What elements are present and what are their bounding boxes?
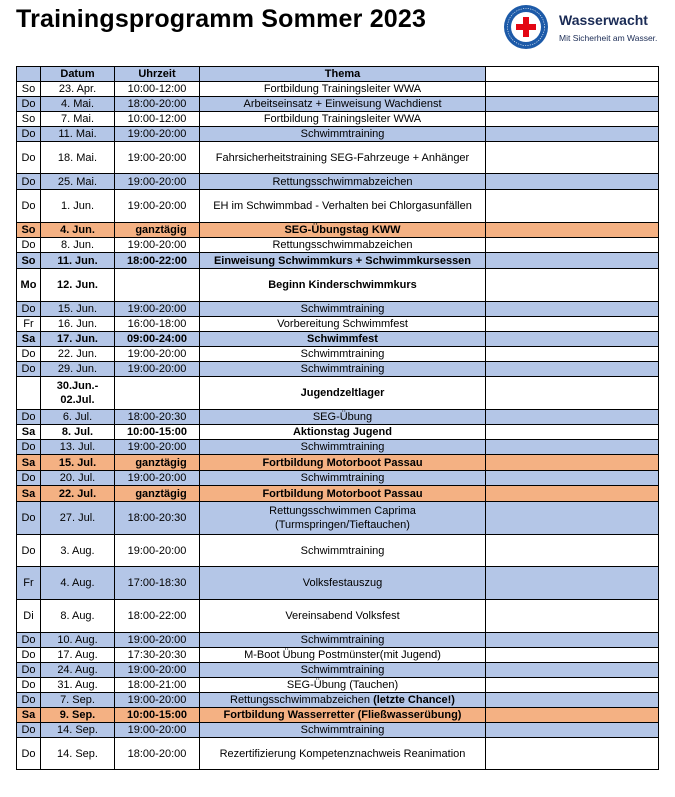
- extra-cell: [486, 502, 659, 535]
- table-row: [17, 693, 659, 708]
- time-cell: 17:00-18:30: [115, 567, 200, 600]
- date-cell: 1. Jun.: [41, 190, 115, 223]
- topic-cell: Fortbildung Trainingsleiter WWA: [200, 82, 486, 97]
- time-cell: 10:00-12:00: [115, 82, 200, 97]
- extra-cell: [486, 633, 659, 648]
- time-cell: [115, 269, 200, 302]
- time-cell: 19:00-20:00: [115, 174, 200, 190]
- date-cell: 27. Jul.: [41, 502, 115, 535]
- table-row: [17, 723, 659, 738]
- time-cell: 18:00-22:00: [115, 600, 200, 633]
- header-time: Uhrzeit: [115, 67, 200, 82]
- date-cell: 18. Mai.: [41, 142, 115, 174]
- extra-cell: [486, 471, 659, 486]
- table-row: [17, 567, 659, 600]
- extra-cell: [486, 174, 659, 190]
- date-cell: 16. Jun.: [41, 317, 115, 332]
- time-cell: 19:00-20:00: [115, 302, 200, 317]
- table-row: [17, 317, 659, 332]
- day-cell: Fr: [17, 317, 41, 332]
- extra-cell: [486, 142, 659, 174]
- day-cell: So: [17, 223, 41, 238]
- wasserwacht-emblem-icon: [503, 4, 549, 50]
- extra-cell: [486, 440, 659, 455]
- time-cell: 19:00-20:00: [115, 347, 200, 362]
- topic-cell: Rettungsschwimmabzeichen: [200, 174, 486, 190]
- topic-cell: Schwimmfest: [200, 332, 486, 347]
- header-date: Datum: [41, 67, 115, 82]
- extra-cell: [486, 600, 659, 633]
- date-cell: 13. Jul.: [41, 440, 115, 455]
- day-cell: Sa: [17, 486, 41, 502]
- extra-cell: [486, 362, 659, 377]
- extra-cell: [486, 663, 659, 678]
- extra-cell: [486, 253, 659, 269]
- table-row: [17, 535, 659, 567]
- time-cell: 18:00-20:30: [115, 410, 200, 425]
- day-cell: Do: [17, 362, 41, 377]
- extra-cell: [486, 190, 659, 223]
- time-cell: 18:00-21:00: [115, 678, 200, 693]
- topic-cell: Rettungsschwimmabzeichen: [200, 238, 486, 253]
- time-cell: 19:00-20:00: [115, 362, 200, 377]
- date-cell: 8. Jul.: [41, 425, 115, 440]
- extra-cell: [486, 723, 659, 738]
- date-cell: 31. Aug.: [41, 678, 115, 693]
- table-row: [17, 332, 659, 347]
- day-cell: Sa: [17, 332, 41, 347]
- day-cell: Sa: [17, 708, 41, 723]
- topic-cell: Vereinsabend Volksfest: [200, 600, 486, 633]
- topic-cell: Fortbildung Trainingsleiter WWA: [200, 112, 486, 127]
- day-cell: Do: [17, 127, 41, 142]
- date-cell: 14. Sep.: [41, 723, 115, 738]
- day-cell: Do: [17, 410, 41, 425]
- date-cell: 8. Jun.: [41, 238, 115, 253]
- day-cell: Do: [17, 693, 41, 708]
- day-cell: Do: [17, 738, 41, 770]
- table-row: [17, 302, 659, 317]
- time-cell: 19:00-20:00: [115, 190, 200, 223]
- topic-cell: Schwimmtraining: [200, 723, 486, 738]
- date-cell: 14. Sep.: [41, 738, 115, 770]
- table-row: [17, 377, 659, 410]
- date-cell: 8. Aug.: [41, 600, 115, 633]
- table-row: [17, 600, 659, 633]
- topic-bold-suffix: (letzte Chance!): [370, 694, 455, 706]
- table-row: [17, 269, 659, 302]
- date-cell: 11. Jun.: [41, 253, 115, 269]
- topic-cell: Beginn Kinderschwimmkurs: [200, 269, 486, 302]
- date-cell: 22. Jun.: [41, 347, 115, 362]
- date-cell: 22. Jul.: [41, 486, 115, 502]
- day-cell: So: [17, 253, 41, 269]
- topic-cell: Schwimmtraining: [200, 302, 486, 317]
- date-cell: 24. Aug.: [41, 663, 115, 678]
- extra-cell: [486, 678, 659, 693]
- time-cell: 19:00-20:00: [115, 238, 200, 253]
- time-cell: 18:00-20:30: [115, 502, 200, 535]
- date-cell: 15. Jul.: [41, 455, 115, 471]
- table-row: [17, 190, 659, 223]
- time-cell: 19:00-20:00: [115, 440, 200, 455]
- time-cell: 09:00-24:00: [115, 332, 200, 347]
- time-cell: 10:00-15:00: [115, 708, 200, 723]
- topic-cell: Einweisung Schwimmkurs + Schwimmkursessen: [200, 253, 486, 269]
- table-row: [17, 127, 659, 142]
- topic-cell: Fortbildung Wasserretter (Fließwasserübung): [200, 708, 486, 723]
- day-cell: Do: [17, 663, 41, 678]
- extra-cell: [486, 693, 659, 708]
- date-cell: 12. Jun.: [41, 269, 115, 302]
- topic-cell: Schwimmtraining: [200, 347, 486, 362]
- table-row: [17, 253, 659, 269]
- table-row: [17, 486, 659, 502]
- logo-name: Wasserwacht: [559, 12, 648, 28]
- time-cell: 10:00-15:00: [115, 425, 200, 440]
- topic-cell: Schwimmtraining: [200, 535, 486, 567]
- date-cell: 29. Jun.: [41, 362, 115, 377]
- day-cell: Do: [17, 633, 41, 648]
- topic-cell: Schwimmtraining: [200, 127, 486, 142]
- wasserwacht-logo: [503, 4, 671, 52]
- topic-cell: Schwimmtraining: [200, 663, 486, 678]
- day-cell: Do: [17, 440, 41, 455]
- date-cell: 11. Mai.: [41, 127, 115, 142]
- day-cell: Do: [17, 678, 41, 693]
- extra-cell: [486, 708, 659, 723]
- date-cell: 4. Aug.: [41, 567, 115, 600]
- page-title: Trainingsprogramm Sommer 2023: [16, 5, 427, 33]
- table-row: [17, 82, 659, 97]
- day-cell: Sa: [17, 425, 41, 440]
- extra-cell: [486, 302, 659, 317]
- day-cell: Do: [17, 302, 41, 317]
- day-cell: Do: [17, 190, 41, 223]
- table-row: [17, 112, 659, 127]
- extra-cell: [486, 82, 659, 97]
- date-cell: 30.Jun.- 02.Jul.: [41, 377, 115, 410]
- topic-cell: Schwimmtraining: [200, 440, 486, 455]
- time-cell: 10:00-12:00: [115, 112, 200, 127]
- time-cell: 19:00-20:00: [115, 633, 200, 648]
- day-cell: Di: [17, 600, 41, 633]
- extra-cell: [486, 535, 659, 567]
- table-row: [17, 663, 659, 678]
- day-cell: Fr: [17, 567, 41, 600]
- date-cell: 17. Jun.: [41, 332, 115, 347]
- extra-cell: [486, 648, 659, 663]
- header-extra: [486, 67, 659, 82]
- date-cell: 9. Sep.: [41, 708, 115, 723]
- topic-cell: Schwimmtraining: [200, 471, 486, 486]
- schedule-body: [17, 82, 659, 770]
- extra-cell: [486, 112, 659, 127]
- extra-cell: [486, 332, 659, 347]
- table-row: [17, 633, 659, 648]
- time-cell: ganztägig: [115, 486, 200, 502]
- topic-cell: Arbeitseinsatz + Einweisung Wachdienst: [200, 97, 486, 112]
- extra-cell: [486, 486, 659, 502]
- header-topic: Thema: [200, 67, 486, 82]
- schedule-table: [16, 66, 659, 770]
- table-header-row: [17, 67, 659, 82]
- time-cell: ganztägig: [115, 455, 200, 471]
- topic-cell: Aktionstag Jugend: [200, 425, 486, 440]
- topic-cell: Schwimmtraining: [200, 362, 486, 377]
- extra-cell: [486, 269, 659, 302]
- day-cell: So: [17, 112, 41, 127]
- table-row: [17, 347, 659, 362]
- date-cell: 4. Mai.: [41, 97, 115, 112]
- time-cell: 18:00-20:00: [115, 97, 200, 112]
- extra-cell: [486, 127, 659, 142]
- day-cell: Do: [17, 648, 41, 663]
- day-cell: Do: [17, 502, 41, 535]
- date-cell: 25. Mai.: [41, 174, 115, 190]
- table-row: [17, 648, 659, 663]
- topic-cell: EH im Schwimmbad - Verhalten bei Chlorgasunfällen: [200, 190, 486, 223]
- extra-cell: [486, 97, 659, 112]
- table-row: [17, 678, 659, 693]
- topic-cell: SEG-Übungstag KWW: [200, 223, 486, 238]
- table-row: [17, 708, 659, 723]
- topic-cell: Jugendzeltlager: [200, 377, 486, 410]
- table-row: [17, 502, 659, 535]
- extra-cell: [486, 410, 659, 425]
- table-row: [17, 97, 659, 112]
- date-cell: 15. Jun.: [41, 302, 115, 317]
- date-cell: 4. Jun.: [41, 223, 115, 238]
- date-cell: 3. Aug.: [41, 535, 115, 567]
- time-cell: 19:00-20:00: [115, 663, 200, 678]
- extra-cell: [486, 223, 659, 238]
- topic-cell: Schwimmtraining: [200, 633, 486, 648]
- date-cell: 23. Apr.: [41, 82, 115, 97]
- date-cell: 10. Aug.: [41, 633, 115, 648]
- time-cell: 19:00-20:00: [115, 723, 200, 738]
- extra-cell: [486, 455, 659, 471]
- extra-cell: [486, 347, 659, 362]
- day-cell: Do: [17, 347, 41, 362]
- topic-cell: Vorbereitung Schwimmfest: [200, 317, 486, 332]
- extra-cell: [486, 377, 659, 410]
- date-cell: 17. Aug.: [41, 648, 115, 663]
- date-cell: 20. Jul.: [41, 471, 115, 486]
- topic-cell: Rettungsschwimmen Caprima (Turmspringen/Tieftauchen): [200, 502, 486, 535]
- table-row: [17, 425, 659, 440]
- topic-cell: Volksfestauszug: [200, 567, 486, 600]
- header-day: [17, 67, 41, 82]
- topic-cell: Fahrsicherheitstraining SEG-Fahrzeuge + Anhänger: [200, 142, 486, 174]
- table-row: [17, 455, 659, 471]
- time-cell: ganztägig: [115, 223, 200, 238]
- time-cell: 19:00-20:00: [115, 142, 200, 174]
- time-cell: 19:00-20:00: [115, 127, 200, 142]
- day-cell: Do: [17, 723, 41, 738]
- day-cell: Do: [17, 174, 41, 190]
- topic-cell: Fortbildung Motorboot Passau: [200, 486, 486, 502]
- date-cell: 7. Sep.: [41, 693, 115, 708]
- topic-cell: M-Boot Übung Postmünster(mit Jugend): [200, 648, 486, 663]
- table-row: [17, 238, 659, 253]
- day-cell: Do: [17, 535, 41, 567]
- time-cell: 16:00-18:00: [115, 317, 200, 332]
- table-row: [17, 174, 659, 190]
- day-cell: Do: [17, 471, 41, 486]
- time-cell: [115, 377, 200, 410]
- table-row: [17, 440, 659, 455]
- date-cell: 6. Jul.: [41, 410, 115, 425]
- table-row: [17, 471, 659, 486]
- day-cell: Mo: [17, 269, 41, 302]
- day-cell: Do: [17, 238, 41, 253]
- extra-cell: [486, 425, 659, 440]
- day-cell: So: [17, 82, 41, 97]
- day-cell: Sa: [17, 455, 41, 471]
- topic-cell: SEG-Übung: [200, 410, 486, 425]
- day-cell: [17, 377, 41, 410]
- logo-slogan: Mit Sicherheit am Wasser.: [559, 33, 658, 43]
- extra-cell: [486, 317, 659, 332]
- table-row: [17, 738, 659, 770]
- topic-cell: Rezertifizierung Kompetenznachweis Reanimation: [200, 738, 486, 770]
- time-cell: 19:00-20:00: [115, 471, 200, 486]
- time-cell: 19:00-20:00: [115, 535, 200, 567]
- table-row: [17, 362, 659, 377]
- date-cell: 7. Mai.: [41, 112, 115, 127]
- extra-cell: [486, 567, 659, 600]
- time-cell: 19:00-20:00: [115, 693, 200, 708]
- day-cell: Do: [17, 97, 41, 112]
- table-row: [17, 410, 659, 425]
- time-cell: 18:00-20:00: [115, 738, 200, 770]
- time-cell: 18:00-22:00: [115, 253, 200, 269]
- topic-cell: SEG-Übung (Tauchen): [200, 678, 486, 693]
- extra-cell: [486, 738, 659, 770]
- day-cell: Do: [17, 142, 41, 174]
- topic-cell: Fortbildung Motorboot Passau: [200, 455, 486, 471]
- topic-text: Rettungsschwimmabzeichen: [230, 694, 371, 706]
- time-cell: 17:30-20:30: [115, 648, 200, 663]
- extra-cell: [486, 238, 659, 253]
- topic-cell: [200, 693, 486, 708]
- table-row: [17, 142, 659, 174]
- table-row: [17, 223, 659, 238]
